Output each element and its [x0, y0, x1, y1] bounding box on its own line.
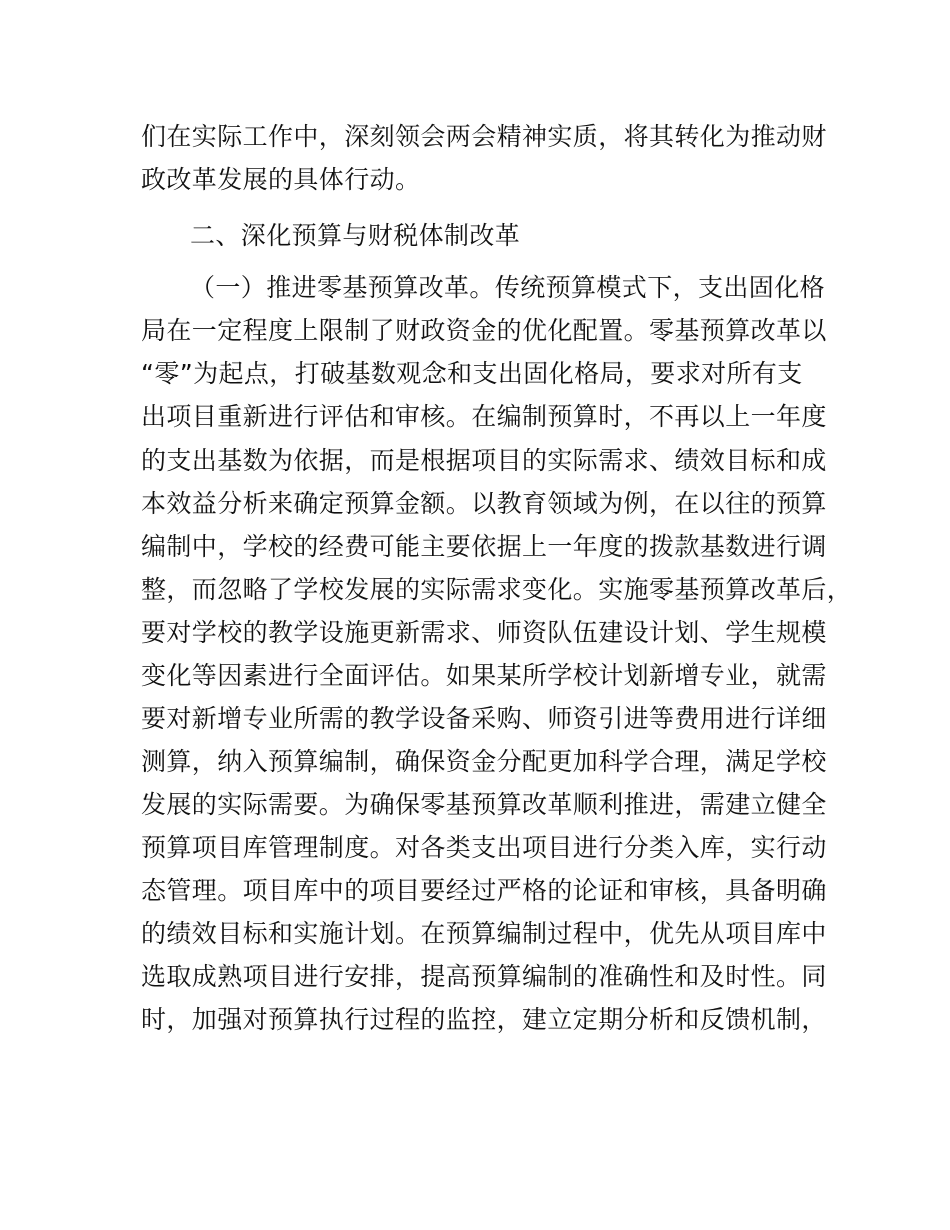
paragraph-line: （一）推进零基预算改革。传统预算模式下，支出固化格: [190, 273, 826, 302]
paragraph-line: 态管理。项目库中的项目要经过严格的论证和审核，具备明确: [141, 876, 827, 905]
paragraph-line: 出项目重新进行评估和审核。在编制预算时，不再以上一年度: [141, 402, 827, 431]
paragraph-line: 选取成熟项目进行安排，提高预算编制的准确性和及时性。同: [141, 962, 827, 991]
paragraph-line: 本效益分析来确定预算金额。以教育领域为例，在以往的预算: [141, 489, 827, 518]
paragraph-line: 整，而忽略了学校发展的实际需求变化。实施零基预算改革后，: [141, 575, 853, 604]
continuation-line: 们在实际工作中，深刻领会两会精神实质，将其转化为推动财: [141, 122, 827, 151]
paragraph-line: 的绩效目标和实施计划。在预算编制过程中，优先从项目库中: [141, 919, 827, 948]
paragraph-line: 要对学校的教学设施更新需求、师资队伍建设计划、学生规模: [141, 618, 827, 647]
paragraph-line: 发展的实际需要。为确保零基预算改革顺利推进，需建立健全: [141, 790, 827, 819]
paragraph-line: 编制中，学校的经费可能主要依据上一年度的拨款基数进行调: [141, 532, 827, 561]
continuation-line: 政改革发展的具体行动。: [141, 165, 421, 194]
paragraph-line: 时，加强对预算执行过程的监控，建立定期分析和反馈机制，: [141, 1005, 827, 1034]
paragraph-line: 预算项目库管理制度。对各类支出项目进行分类入库，实行动: [141, 833, 827, 862]
section-heading: 二、深化预算与财税体制改革: [190, 221, 521, 250]
paragraph-line: 测算，纳入预算编制，确保资金分配更加科学合理，满足学校: [141, 747, 827, 776]
paragraph-line: 变化等因素进行全面评估。如果某所学校计划新增专业，就需: [141, 661, 827, 690]
paragraph-line: 局在一定程度上限制了财政资金的优化配置。零基预算改革以: [141, 316, 827, 345]
paragraph-line: “零”为起点，打破基数观念和支出固化格局，要求对所有支: [141, 359, 803, 388]
paragraph-line: 要对新增专业所需的教学设备采购、师资引进等费用进行详细: [141, 704, 827, 733]
paragraph-line: 的支出基数为依据，而是根据项目的实际需求、绩效目标和成: [141, 446, 827, 475]
